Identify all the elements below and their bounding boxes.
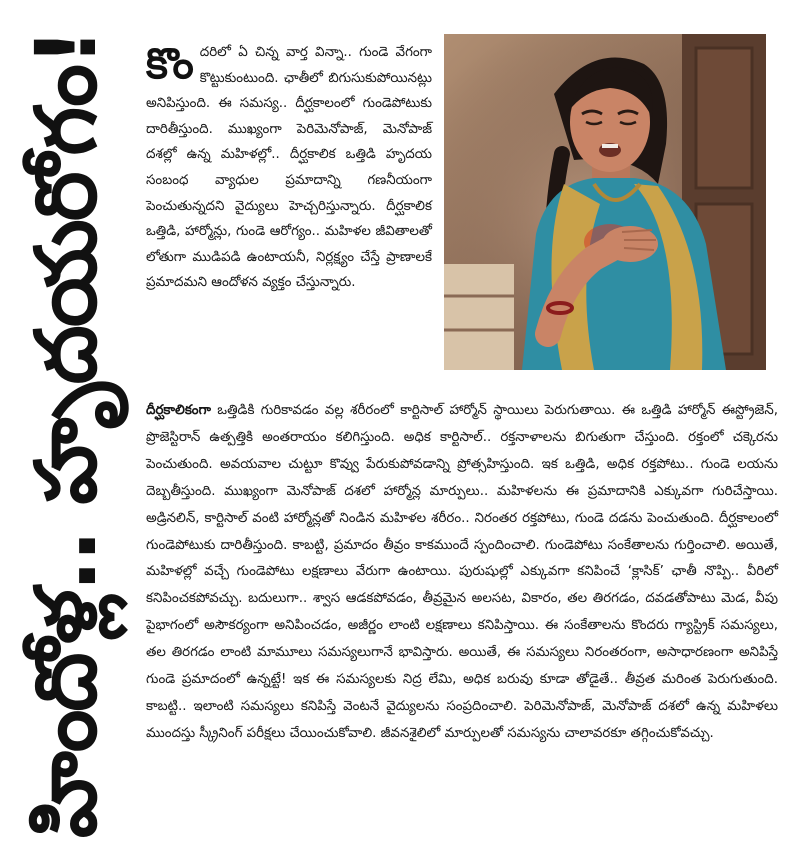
drop-cap: కొం	[146, 39, 194, 88]
intro-paragraph	[146, 40, 432, 296]
woman-chest-pain-illustration	[444, 34, 766, 370]
intro-text: దరిలో ఏ చిన్న వార్త విన్నా.. గుండె వేగంగా కొట్టుకుంటుంది. ఛాతీలో బిగుసుకుపోయినట్లు అనిపిస్తుంది. ఈ సమస్య.. దీర్ఘకాలంలో గుండెపోటుకు దారితీస్తుంది. ముఖ్యంగా పెరిమెనోపాజ్, మెనోపాజ్ దశల్లో ఉన్న మహిళల్లో.. దీర్ఘకాలిక ఒత్తిడి హృదయ సంబంధ వ్యాధుల ప్రమాదాన్ని గణనీయంగా పెంచుతున్నదని వైద్యులు హెచ్చరిస్తున్నారు. దీర్ఘకాలిక ఒత్తిడి, హార్మోన్లు, గుండె ఆరోగ్యం.. మహిళల జీవితాలతో లోతుగా ముడిపడి ఉంటాయనీ, నిర్లక్ష్యం చేస్తే ప్రాణాలకే ప్రమాదమని ఆందోళన వ్యక్తం చేస్తున్నారు.	[146, 45, 432, 291]
headline-text: హిందోళ్ల.. హృదయరోగం!	[17, 29, 115, 839]
article-photo	[444, 34, 766, 370]
body-text: ఒత్తిడికి గురికావడం వల్ల శరీరంలో కార్టిసాల్ హార్మోన్ స్థాయిలు పెరుగుతాయి. ఈ ఒత్తిడి హార్మోన్ ఈస్ట్రోజెన్, ప్రొజెస్టిరాన్ ఉత్పత్తికి అంతరాయం కలిగిస్తుంది. అధిక కార్టిసాల్.. రక్తనాళాలను బిగుతుగా చేస్తుంది. రక్తంలో చక్కెరను పెంచుతుంది. అవయవాల చుట్టూ కొవ్వు పేరుకుపోవడాన్ని ప్రోత్సహిస్తుంది. ఇక ఒత్తిడి, అధిక రక్తపోటు.. గుండె లయను దెబ్బతీస్తుంది. ముఖ్యంగా మెనోపాజ్ దశలో హార్మోన్ల మార్పులు.. మహిళలను ఈ ప్రమాదానికి ఎక్కువగా గురిచేస్తాయి. అడ్రినలిన్, కార్టిసాల్ వంటి హార్మోన్లతో నిండిన మహిళల శరీరం.. నిరంతర రక్తపోటు, గుండె దడను పెంచుతుంది. దీర్ఘకాలంలో గుండెపోటుకు దారితీస్తుంది. కాబట్టి, ప్రమాదం తీవ్రం కాకముందే స్పందించాలి. గుండెపోటు సంకేతాలను గుర్తించాలి. అయితే, మహిళల్లో వచ్చే గుండెపోటు లక్షణాలు వేరుగా ఉంటాయి. పురుషుల్లో ఎక్కువగా కనిపించే ‘క్లాసిక్’ ఛాతీ నొప్పి.. వీరిలో కనిపించకపోవచ్చు. బదులుగా.. శ్వాస ఆడకపోవడం, తీవ్రమైన అలసట, వికారం, తల తిరగడం, దవడతోపాటు మెడ, వీపు పైభాగంలో అసౌకర్యంగా అనిపించడం, అజీర్ణం లాంటి లక్షణాలు కనిపిస్తాయి. ఈ సంకేతాలను కొందరు గ్యాస్ట్రిక్ సమస్యలు, తల తిరగడం లాంటి మామూలు సమస్యలుగానే భావిస్తారు. అయితే, ఈ సమస్యలు నిరంతరంగా, అసాధారణంగా అనిపిస్తే గుండె ప్రమాదంలో ఉన్నట్టే! ఇక ఈ సమస్యలకు నిద్ర లేమి, అధిక బరువు కూడా తోడైతే.. తీవ్రత మరింత పెరుగుతుంది. కాబట్టి.. ఇలాంటి సమస్యలు కనిపిస్తే వెంటనే వైద్యులను సంప్రదించాలి. పెరిమెనోపాజ్, మెనోపాజ్ దశలో ఉన్న మహిళలు ముందస్తు స్క్రీనింగ్ పరీక్షలు చేయించుకోవాలి. జీవనశైలిలో మార్పులతో సమస్యను చాలావరకూ తగ్గించుకోవచ్చు.	[146, 403, 778, 741]
window	[444, 264, 514, 370]
vertical-headline	[0, 0, 132, 868]
body-paragraph	[146, 398, 778, 748]
lead-word: దీర్ఘకాలికంగా	[146, 403, 211, 418]
